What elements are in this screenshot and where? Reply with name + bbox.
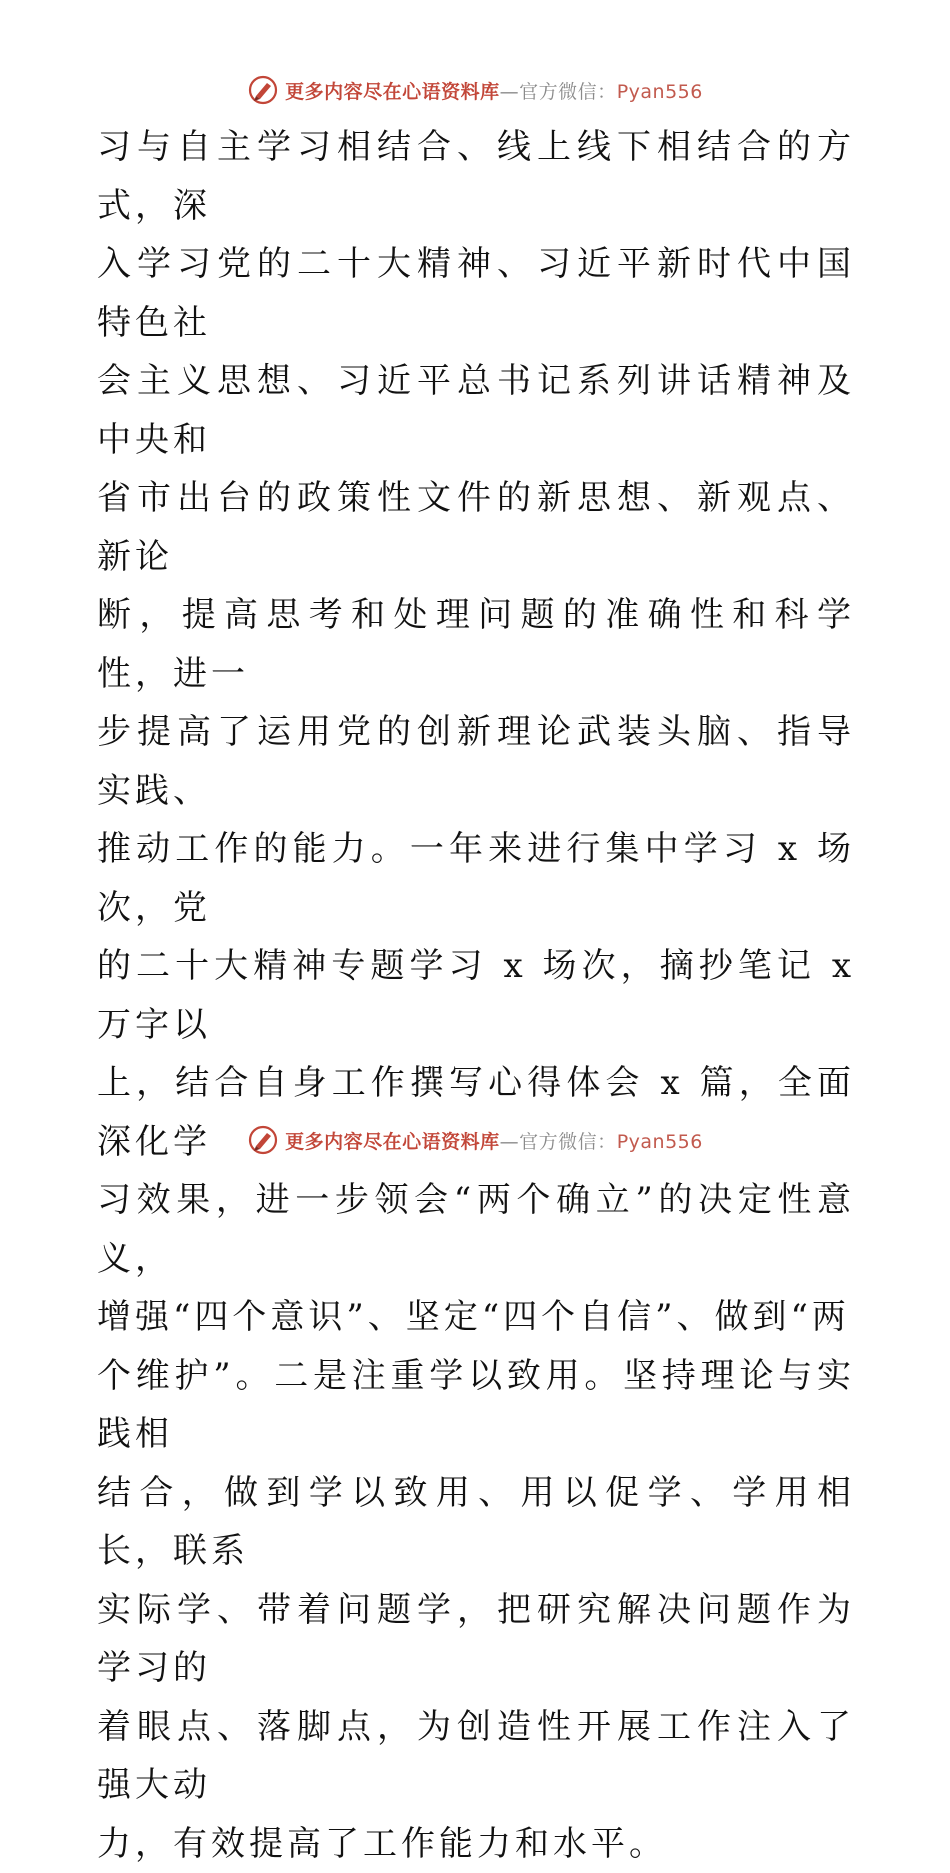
watermark-brand: 更多内容尽在心语资料库: [285, 1131, 500, 1153]
watermark-separator: —: [500, 81, 520, 103]
body-line: 实际学、带着问题学，把研究解决问题作为学习的: [97, 1581, 855, 1698]
watermark-account: Pyan556: [617, 1131, 703, 1153]
body-line: 断，提高思考和处理问题的准确性和科学性，进一: [97, 586, 855, 703]
watermark-text: [285, 1127, 703, 1154]
body-line: 结合，做到学以致用、用以促学、学用相长，联系: [97, 1464, 855, 1581]
document-body: [97, 118, 855, 1873]
pen-logo-icon: [247, 1124, 279, 1156]
watermark-separator: —: [500, 1131, 520, 1153]
body-line: 着眼点、落脚点，为创造性开展工作注入了强大动: [97, 1698, 855, 1815]
body-line: 省市出台的政策性文件的新思想、新观点、新论: [97, 469, 855, 586]
watermark-account: Pyan556: [617, 81, 703, 103]
body-line: 习与自主学习相结合、线上线下相结合的方式，深: [97, 118, 855, 235]
header-watermark: [0, 72, 950, 108]
watermark-official: 官方微信：: [519, 81, 617, 103]
footer-watermark: [0, 1122, 950, 1158]
body-line: 推动工作的能力。一年来进行集中学习 x 场次，党: [97, 820, 855, 937]
body-line: 步提高了运用党的创新理论武装头脑、指导实践、: [97, 703, 855, 820]
watermark-official: 官方微信：: [519, 1131, 617, 1153]
body-line: 力，有效提高了工作能力和水平。: [97, 1815, 855, 1873]
pen-logo-icon: [247, 74, 279, 106]
watermark-text: [285, 77, 703, 104]
body-line: 上，结合自身工作撰写心得体会 x 篇，全面深化学: [97, 1054, 855, 1171]
body-line: 增强“四个意识”、坚定“四个自信”、做到“两: [97, 1288, 855, 1347]
watermark-brand: 更多内容尽在心语资料库: [285, 81, 500, 103]
body-line: 入学习党的二十大精神、习近平新时代中国特色社: [97, 235, 855, 352]
body-line: 的二十大精神专题学习 x 场次，摘抄笔记 x 万字以: [97, 937, 855, 1054]
body-line: 个维护”。二是注重学以致用。坚持理论与实践相: [97, 1347, 855, 1464]
body-line: 会主义思想、习近平总书记系列讲话精神及中央和: [97, 352, 855, 469]
body-line: 习效果，进一步领会“两个确立”的决定性意义，: [97, 1171, 855, 1288]
